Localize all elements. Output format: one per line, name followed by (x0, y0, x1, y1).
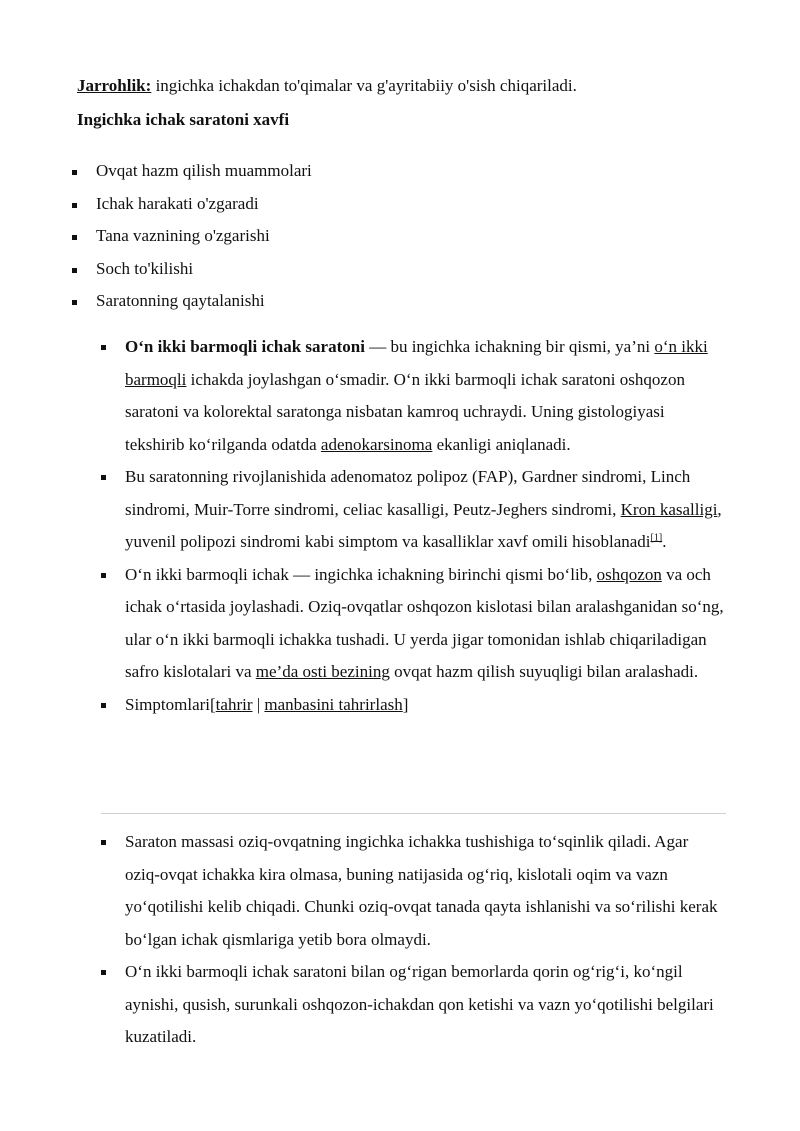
list-item: Bu saratonning rivojlanishida adenomatoz polipoz (FAP), Gardner sindromi, Linch sindromi, Muir-Torre sindromi, celiac kasalligi, Peutz-Jeghers sindromi, Kron kasalligi, yuvenil polipozi sindromi kabi simptom va kasalliklar xavf omili hisoblanadi[1]. (101, 461, 726, 559)
bullet-icon (72, 203, 77, 208)
intro-text: ingichka ichakdan to'qimalar va g'ayritabiiy o'sish chiqariladi. (151, 76, 577, 95)
list-item: Ichak harakati o'zgaradi (72, 193, 712, 226)
bullet-icon (101, 573, 106, 578)
list-item: Saraton massasi oziq-ovqatning ingichka ichakka tushishiga to‘sqinlik qiladi. Agar oziq-ovqat ichakka kira olmasa, buning natijasida og‘riq, kislotali oqim va vazn yo‘qotilishi kelib chiqadi. Chunki oziq-ovqat tanada qayta ishlanishi va so‘rilishi kerak bo‘lgan ichak qismlariga yetib bora olmaydi. (101, 826, 726, 956)
bullet-icon (72, 235, 77, 240)
list-item: Soch to'kilishi (72, 258, 712, 291)
list-item: O‘n ikki barmoqli ichak — ingichka ichakning birinchi qismi bo‘lib, oshqozon va och ichak o‘rtasida joylashadi. Oziq-ovqatlar oshqozon kislotasi bilan aralashganidan so‘ng, ular o‘n ikki barmoqli ichakka tushadi. U yerda jigar tomonidan ishlab chiqariladigan safro kislotalari va me’da osti bezining ovqat hazm qilish suyuqligi bilan aralashadi. (101, 559, 726, 689)
section-heading: Ingichka ichak saratoni xavfi (77, 110, 290, 129)
edit-source-link[interactable]: manbasini tahrirlash (264, 694, 403, 714)
bullet-icon (101, 703, 106, 708)
list-item: O‘n ikki barmoqli ichak saratoni bilan og‘rigan bemorlarda qorin og‘rig‘i, ko‘ngil aynishi, qusish, surunkali oshqozon-ichakdan qon ketishi va vazn yo‘qotilishi belgilari kuzatiladi. (101, 956, 726, 1054)
bullet-icon (101, 840, 106, 845)
intro-paragraph (77, 76, 577, 96)
section-divider (101, 813, 726, 814)
bullet-icon (101, 345, 106, 350)
list-item: Tana vaznining o'zgarishi (72, 225, 712, 258)
list-item: O‘n ikki barmoqli ichak saratoni — bu ingichka ichakning bir qismi, ya’ni o‘n ikki barmoqli ichakda joylashgan o‘smadir. O‘n ikki barmoqli ichak saratoni oshqozon saratoni va kolorektal saratonga nisbatan kamroq uchraydi. Uning gistologiyasi tekshirib ko‘rilganda odatda adenokarsinoma ekanligi aniqlanadi. (101, 331, 726, 461)
bullet-icon (72, 300, 77, 305)
symptom-list (101, 826, 726, 1054)
term-bold: O‘n ikki barmoqli ichak saratoni (125, 337, 365, 356)
link-duodenum[interactable]: o‘n ikki barmoqli (125, 337, 708, 389)
bullet-icon (72, 170, 77, 175)
link-crohn[interactable]: Kron kasalligi (620, 499, 718, 519)
surgery-label: Jarrohlik: (77, 76, 152, 95)
link-stomach[interactable]: oshqozon (596, 564, 662, 584)
link-pancreas[interactable]: me’da osti bezining (255, 662, 390, 681)
detail-list (101, 331, 726, 721)
edit-link[interactable]: tahrir (215, 694, 253, 714)
bullet-icon (101, 475, 106, 480)
list-item: Simptomlari[tahrir | manbasini tahrirlash] (101, 689, 726, 722)
bullet-icon (101, 970, 106, 975)
reference-link[interactable]: [1] (650, 532, 663, 544)
link-adenocarcinoma[interactable]: adenokarsinoma (320, 434, 433, 454)
risk-list (72, 160, 712, 323)
list-item: Ovqat hazm qilish muammolari (72, 160, 712, 193)
list-item: Saratonning qaytalanishi (72, 290, 712, 323)
bullet-icon (72, 268, 77, 273)
